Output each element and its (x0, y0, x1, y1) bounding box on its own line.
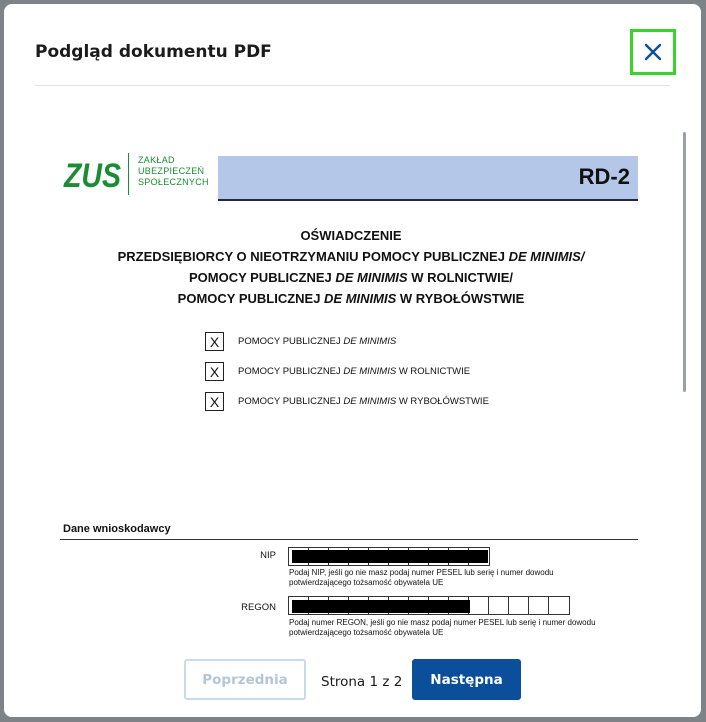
checkbox-mark: X (205, 332, 224, 351)
form-header-band (218, 156, 638, 201)
svg-text:ZUS: ZUS (63, 157, 122, 194)
pagination-bar (4, 646, 701, 717)
close-button[interactable] (630, 29, 676, 75)
form-code: RD-2 (578, 164, 630, 189)
zus-full-name: ZAKŁAD UBEZPIECZEŃ SPOŁECZNYCH (138, 155, 209, 187)
option-fishery (205, 391, 489, 411)
regon-label: REGON (241, 602, 276, 613)
zus-logo (63, 154, 123, 194)
checkbox-mark: X (205, 362, 224, 381)
doc-heading-2: PRZEDSIĘBIORCY O NIEOTRZYMANIU POMOCY PUBLICZNEJ DE MINIMIS/ (117, 249, 585, 264)
option-agriculture (205, 361, 470, 381)
logo-separator (128, 153, 129, 195)
option-label: POMOCY PUBLICZNEJ DE MINIMIS W RYBOŁÓWSTWIE (238, 395, 489, 407)
checkbox-mark: X (205, 392, 224, 411)
next-page-button[interactable]: Następna (412, 659, 521, 700)
pdf-page (60, 150, 642, 646)
section-title: Dane wnioskodawcy (63, 523, 171, 535)
doc-heading-1: OŚWIADCZENIE (300, 228, 402, 243)
previous-page-button[interactable]: Poprzednia (184, 659, 306, 700)
section-divider (60, 539, 638, 540)
pdf-viewer[interactable] (4, 86, 701, 646)
regon-hint: Podaj numer REGON, jeśli go nie masz podaj numer PESEL lub serię i numer dowodu potwierdzającego tożsamość obywatela UE (289, 618, 596, 637)
option-label: POMOCY PUBLICZNEJ DE MINIMIS W ROLNICTWIE (238, 365, 471, 377)
option-de-minimis (205, 331, 396, 351)
redaction-bar (292, 550, 488, 563)
option-label: POMOCY PUBLICZNEJ DE MINIMIS (238, 335, 397, 347)
close-icon (644, 43, 662, 61)
viewer-scrollbar[interactable] (683, 132, 686, 392)
pdf-preview-dialog (4, 4, 701, 717)
doc-heading-3: POMOCY PUBLICZNEJ DE MINIMIS W ROLNICTWIE/ (188, 270, 514, 285)
doc-heading-4: POMOCY PUBLICZNEJ DE MINIMIS W RYBOŁÓWSTWIE (177, 291, 525, 306)
nip-label: NIP (260, 550, 276, 561)
page-status: Strona 1 z 2 (321, 674, 403, 690)
dialog-title: Podgląd dokumentu PDF (35, 42, 272, 62)
nip-hint: Podaj NIP, jeśli go nie masz podaj numer PESEL lub serię i numer dowodu potwierdzającego tożsamość obywatela UE (289, 568, 554, 587)
redaction-bar (292, 600, 470, 613)
